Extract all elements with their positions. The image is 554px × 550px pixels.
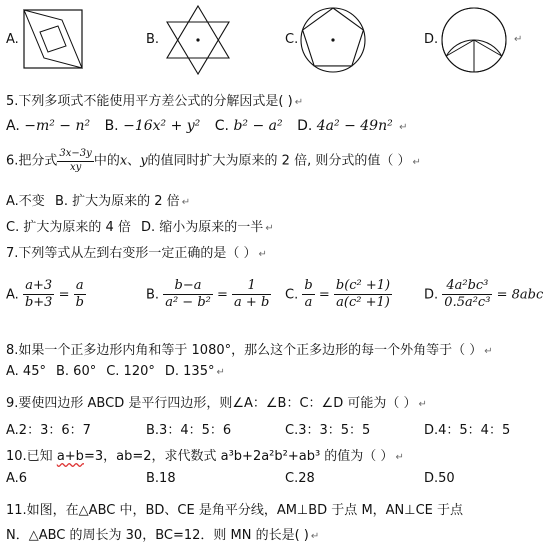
q4-option-c-label: C.: [285, 32, 299, 47]
q8-stem: 8.如果一个正多边形内角和等于 1080°，那么这个正多边形的每一个外角等于（ ） ↵: [6, 343, 493, 358]
q5-option-b-expr: −16x² + y²: [123, 118, 201, 134]
q4-option-d-label: D.: [424, 32, 439, 47]
q7-option-a: A. $\frac{a+3}{b+3}$ = $\frac{a}{b}$: [6, 278, 84, 311]
q6-option-a: A.不变: [6, 194, 45, 209]
q11-line2: N．△ABC 的周长为 30，BC=12．则 MN 的长是( ) ↵: [6, 528, 320, 543]
q7-option-d: D. $\frac{\text{4a²bc³}}{\text{0.5a²c³}}$ = 8abc: [424, 278, 544, 311]
q8-options: A. 45° B. 60° C. 120° D. 135° ↵: [6, 364, 225, 379]
q6-stem: 6.把分式 $\frac{3x-3y}{xy}$ 中的x、y的值同时扩大为原来的 2 倍, 则分式的值（ ） ↵: [6, 148, 421, 173]
q4-figure-a: [22, 8, 84, 70]
q6-option-d: D. 缩小为原来的一半: [141, 220, 264, 235]
q10-stem: 10.已知 a+b=3，ab=2，求代数式 a³b+2a²b²+ab³ 的值为（ ） ↵: [6, 449, 404, 464]
q7-option-b: B. $\frac{b-a}{\text{a² − b²}}$ = $\frac{1}{a + b}$: [146, 278, 270, 311]
q9-option-c: C.3：3：5：5: [285, 423, 371, 438]
q4-option-b-label: B.: [146, 32, 160, 47]
q5-options: A. −m² − n² B. −16x² + y² C. b² − a² D. 4a² − 49n² ↵: [6, 118, 408, 134]
q10-option-d: D.50: [424, 471, 455, 486]
q7-option-c: C. $\frac{b}{a}$ = $\frac{\text{b(c² +1)}}{\text{a(c² +1)}}$: [285, 278, 391, 311]
q5-option-a: A.: [6, 118, 20, 134]
q9-stem: 9.要使四边形 ABCD 是平行四边形，则∠A：∠B：C：∠D 可能为（ ） ↵: [6, 396, 427, 411]
q6-options-row1: A.不变 B. 扩大为原来的 2 倍 ↵: [6, 194, 191, 209]
q9-option-a: A.2：3：6：7: [6, 423, 91, 438]
q9-option-b: B.3：4：5：6: [146, 423, 232, 438]
q10-option-c: C.28: [285, 471, 315, 486]
q10-option-a: A.6: [6, 471, 28, 486]
q4-figure-d: [438, 4, 510, 76]
q4-figure-c: [298, 5, 368, 75]
q10-option-b: B.18: [146, 471, 176, 486]
q6-options-row2: C. 扩大为原来的 4 倍 D. 缩小为原来的一半 ↵: [6, 220, 274, 235]
q5-option-c-expr: b² − a²: [233, 118, 283, 134]
return-mark: ↵: [514, 34, 523, 45]
q6-option-c: C. 扩大为原来的 4 倍: [6, 220, 131, 235]
q5-option-d-expr: 4a² − 49n²: [316, 118, 393, 134]
q7-stem: 7.下列等式从左到右变形一定正确的是（ ） ↵: [6, 246, 267, 261]
q9-option-d: D.4：5：4：5: [424, 423, 511, 438]
q5-option-a-expr: −m² − n²: [24, 118, 91, 134]
q6-fraction: $\frac{3x-3y}{xy}$: [59, 148, 92, 173]
q6-option-b: B. 扩大为原来的 2 倍: [54, 194, 180, 209]
q5-option-b: B.: [104, 118, 119, 134]
q4-option-a-label: A.: [6, 32, 19, 47]
q5-stem: 5.下列多项式不能使用平方差公式的分解因式是( ) ↵: [6, 94, 304, 109]
q4-figure-b: [162, 4, 234, 76]
q5-option-c: C.: [214, 118, 229, 134]
q11-line1: 11.如图，在△ABC 中，BD、CE 是角平分线，AM⊥BD 于点 M，AN⊥CE 于点: [6, 503, 464, 518]
q5-option-d: D.: [297, 118, 313, 134]
